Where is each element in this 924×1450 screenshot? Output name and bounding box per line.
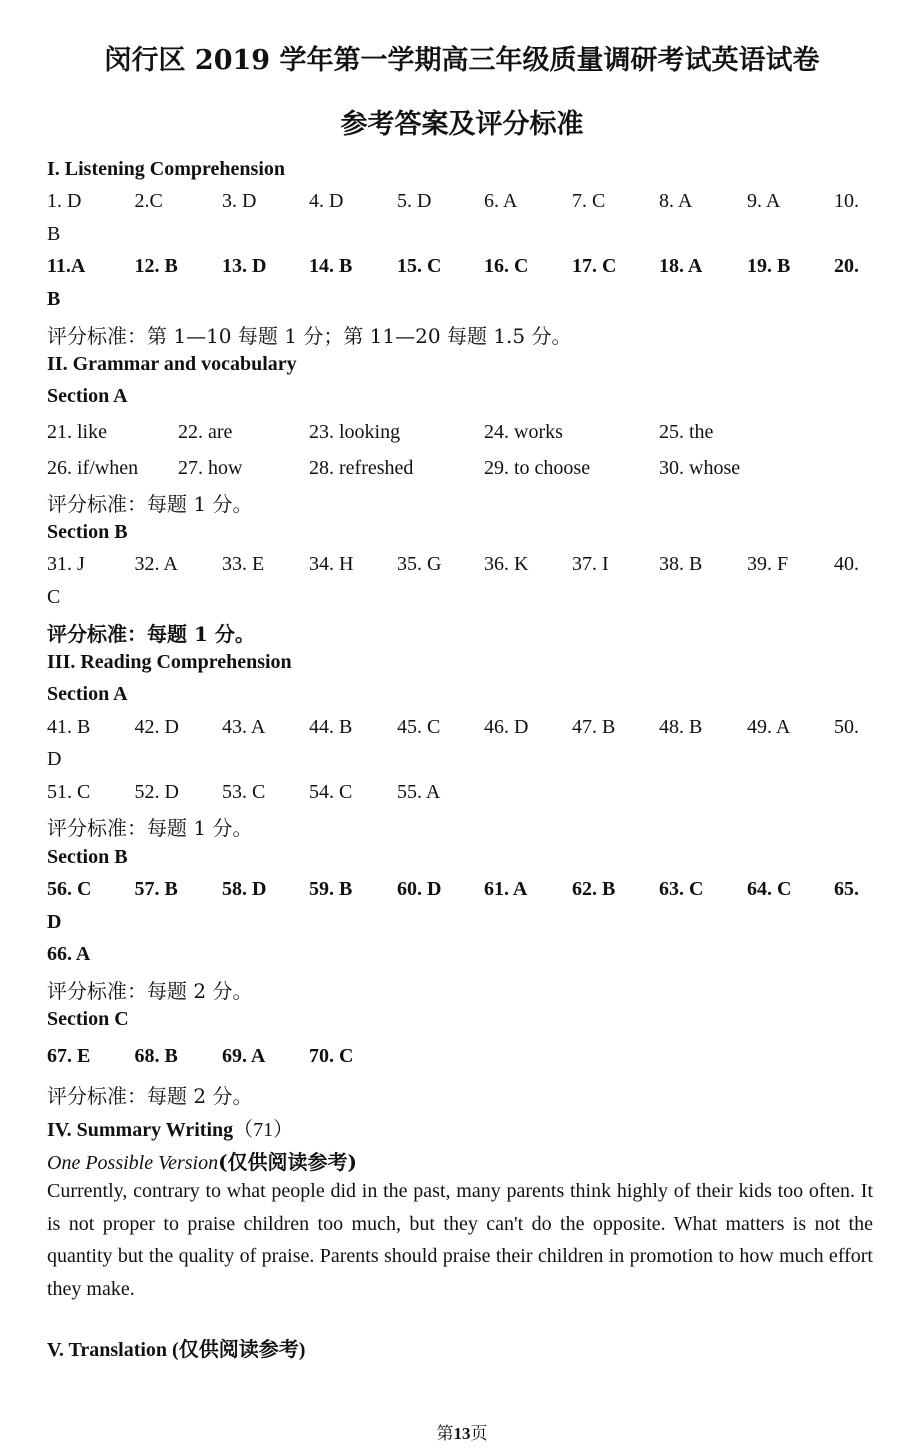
listening-heading: I. Listening Comprehension	[47, 158, 286, 180]
answer-cell: 57. B	[134, 878, 178, 900]
answer-cell: 39. F	[747, 553, 789, 575]
version-label: One Possible Version	[47, 1152, 219, 1174]
answer-cell: 58. D	[222, 878, 267, 900]
answer-cell: 7. C	[572, 190, 606, 212]
answer-cell: 45. C	[397, 716, 441, 738]
scoring-note: 评分标准：每题 1 分。	[47, 622, 255, 646]
answer-cell: D	[47, 911, 62, 933]
answer-cell: 68. B	[134, 1045, 178, 1067]
version-note: (仅供阅读参考)	[218, 1150, 358, 1174]
answer-cell: 52. D	[134, 781, 179, 803]
answer-cell: 1. D	[47, 190, 82, 212]
answer-cell: 56. C	[47, 878, 92, 900]
answer-cell: 46. D	[484, 716, 529, 738]
answer-cell: 70. C	[309, 1045, 354, 1067]
answer-cell: 65.	[834, 878, 859, 900]
answer-cell: 34. H	[309, 553, 354, 575]
answer-cell: 8. A	[659, 190, 693, 212]
answer-cell: 51. C	[47, 781, 91, 803]
answer-cell: 67. E	[47, 1045, 91, 1067]
page-title: 闵行区 2019 学年第一学期高三年级质量调研考试英语试卷	[104, 45, 820, 76]
translation-heading: V. Translation (仅供阅读参考)	[47, 1339, 306, 1361]
grammar-heading: II. Grammar and vocabulary	[47, 353, 297, 375]
answer-cell: 48. B	[659, 716, 703, 738]
answer-cell: C	[47, 586, 61, 608]
answer-cell: 29. to choose	[484, 457, 591, 479]
answer-cell: 24. works	[484, 421, 563, 443]
answer-cell: 25. the	[659, 421, 714, 443]
answer-cell: 60. D	[397, 878, 442, 900]
page-number: 13	[453, 1424, 471, 1443]
section-heading: Section A	[47, 385, 128, 407]
answer-cell: 2.C	[134, 190, 163, 212]
answer-cell: 19. B	[747, 255, 791, 277]
answer-cell: 22. are	[178, 421, 233, 443]
summary-heading-text: IV. Summary Writing	[47, 1119, 234, 1141]
answer-cell: B	[47, 223, 61, 245]
answer-cell: 17. C	[572, 255, 617, 277]
answer-cell: 3. D	[222, 190, 257, 212]
page-footer	[0, 1419, 924, 1444]
section-heading: Section B	[47, 521, 128, 543]
answer-cell: 35. G	[397, 553, 442, 575]
scoring-note: 评分标准：每题 1 分。	[47, 492, 253, 516]
answer-cell: 27. how	[178, 457, 243, 479]
answer-cell: 55. A	[397, 781, 441, 803]
answer-cell: 20.	[834, 255, 859, 277]
answer-cell: 11.A	[47, 255, 86, 277]
answer-cell: 66. A	[47, 943, 91, 965]
answer-cell: 38. B	[659, 553, 703, 575]
answer-cell: 16. C	[484, 255, 529, 277]
section-heading: Section A	[47, 683, 128, 705]
answer-cell: 26. if/when	[47, 457, 139, 479]
answer-row	[47, 878, 877, 906]
answer-cell: 30. whose	[659, 457, 741, 479]
answer-cell: 69. A	[222, 1045, 266, 1067]
answer-cell: 50.	[834, 716, 859, 738]
answer-cell: 10.	[834, 190, 859, 212]
answer-cell: 59. B	[309, 878, 353, 900]
section-heading: Section C	[47, 1008, 129, 1030]
answer-cell: 21. like	[47, 421, 107, 443]
summary-heading-number: （71）	[233, 1119, 294, 1141]
answer-row-wrap	[47, 748, 877, 776]
answer-cell: 40.	[834, 553, 859, 575]
answer-cell: 12. B	[134, 255, 178, 277]
answer-cell: 62. B	[572, 878, 616, 900]
answer-cell: 18. A	[659, 255, 703, 277]
answer-row	[47, 421, 877, 449]
scoring-note: 评分标准：每题 2 分。	[47, 979, 253, 1003]
answer-cell: 5. D	[397, 190, 432, 212]
answer-cell: 53. C	[222, 781, 266, 803]
answer-row	[47, 943, 877, 971]
answer-cell: B	[47, 288, 61, 310]
answer-cell: 9. A	[747, 190, 781, 212]
footer-suffix: 页	[470, 1424, 488, 1443]
answer-row	[47, 255, 877, 283]
answer-cell: 44. B	[309, 716, 353, 738]
answer-row	[47, 457, 877, 485]
summary-paragraph: Currently, contrary to what people did in the past, many parents think highly of their kids too often. It is not proper to praise children too much, but they can't do the opposite. What matters is not the quantity but the quality of praise. Parents should praise their children in promotion to how much effort they make.	[47, 1180, 873, 1300]
answer-cell: 4. D	[309, 190, 344, 212]
section-heading: Section B	[47, 846, 128, 868]
answer-cell: 41. B	[47, 716, 91, 738]
answer-cell: 49. A	[747, 716, 791, 738]
scoring-note: 评分标准：第 1—10 每题 1 分；第 11—20 每题 1.5 分。	[47, 324, 572, 348]
answer-row	[47, 781, 877, 809]
answer-row-wrap	[47, 288, 877, 316]
answer-cell: 42. D	[134, 716, 179, 738]
answer-cell: 64. C	[747, 878, 792, 900]
answer-cell: 54. C	[309, 781, 353, 803]
answer-row-wrap	[47, 911, 877, 939]
answer-cell: 36. K	[484, 553, 529, 575]
answer-row-wrap	[47, 223, 877, 251]
answer-cell: 32. A	[134, 553, 178, 575]
answer-cell: 13. D	[222, 255, 267, 277]
answer-cell: 61. A	[484, 878, 528, 900]
answer-cell: 6. A	[484, 190, 518, 212]
answer-cell: 47. B	[572, 716, 616, 738]
scoring-note: 评分标准：每题 1 分。	[47, 816, 253, 840]
summary-heading	[47, 1113, 293, 1142]
answer-row	[47, 553, 877, 581]
answer-cell: 23. looking	[309, 421, 401, 443]
answer-cell: 14. B	[309, 255, 353, 277]
answer-cell: 63. C	[659, 878, 704, 900]
answer-cell: 15. C	[397, 255, 442, 277]
footer-prefix: 第	[436, 1424, 454, 1443]
reading-heading: III. Reading Comprehension	[47, 651, 292, 673]
page-subtitle: 参考答案及评分标准	[340, 109, 584, 140]
answer-cell: 33. E	[222, 553, 265, 575]
answer-row	[47, 716, 877, 744]
answer-row	[47, 1045, 877, 1073]
scoring-note: 评分标准：每题 2 分。	[47, 1084, 253, 1108]
answer-row	[47, 190, 877, 218]
answer-cell: D	[47, 748, 62, 770]
version-line	[47, 1146, 357, 1175]
answer-row-wrap	[47, 586, 877, 614]
answer-cell: 28. refreshed	[309, 457, 414, 479]
answer-cell: 43. A	[222, 716, 266, 738]
answer-cell: 31. J	[47, 553, 85, 575]
answer-cell: 37. I	[572, 553, 609, 575]
